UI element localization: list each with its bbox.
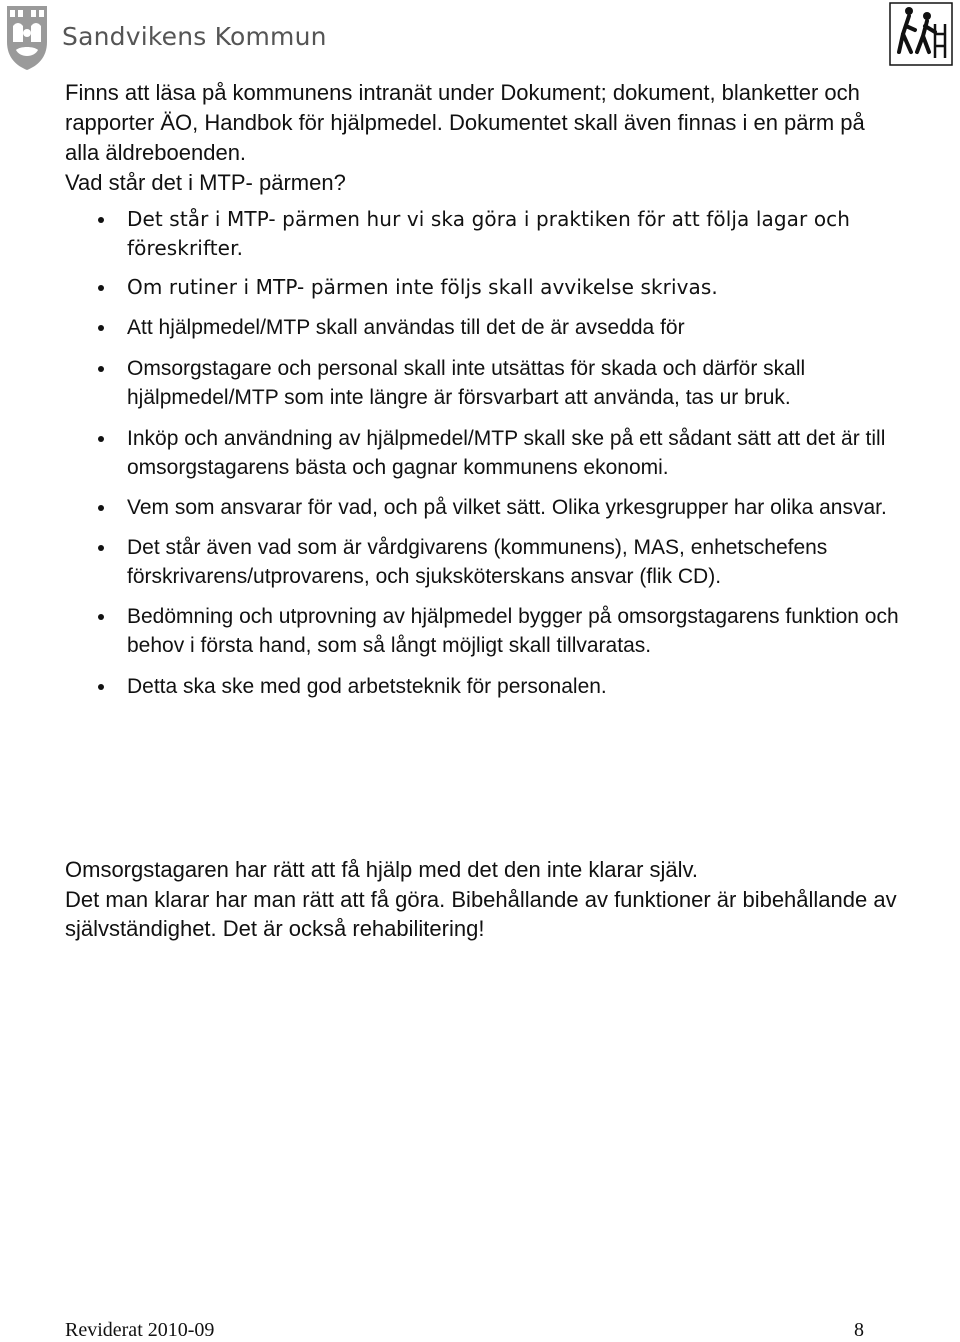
bullet-icon	[98, 436, 104, 442]
list-item: Inköp och användning av hjälpmedel/MTP skall ske på ett sådant sätt att det är till omsorgstagarens bästa och gagnar kommunens ekonomi.	[65, 424, 905, 482]
bullet-icon	[98, 217, 104, 223]
bullet-icon	[98, 505, 104, 511]
list-item: Att hjälpmedel/MTP skall användas till det de är avsedda för	[65, 313, 905, 342]
list-item: Det står i MTP- pärmen hur vi ska göra i praktiken för att följa lagar och föreskrifter.	[65, 205, 905, 263]
bullet-icon	[98, 285, 104, 291]
assisted-walking-icon	[889, 2, 953, 66]
bullet-icon	[98, 366, 104, 372]
closing-line-2: Det man klarar har man rätt att få göra. Bibehållande av funktioner är bibehållande av självständighet. Det är också rehabilitering!	[65, 886, 897, 941]
list-item: Om rutiner i MTP- pärmen inte följs skall avvikelse skrivas.	[65, 273, 905, 302]
closing-line-1: Omsorgstagaren har rätt att få hjälp med det den inte klarar själv.	[65, 857, 699, 882]
bullet-icon	[98, 614, 104, 620]
main-content	[65, 78, 905, 701]
page-number: 8	[854, 1319, 864, 1341]
list-item: Detta ska ske med god arbetsteknik för personalen.	[65, 672, 905, 701]
section-heading: Vad står det i MTP- pärmen?	[65, 170, 346, 195]
municipal-crest-icon	[4, 2, 50, 72]
bullet-icon	[98, 545, 104, 551]
list-item: Bedömning och utprovning av hjälpmedel bygger på omsorgstagarens funktion och behov i första hand, som så långt möjligt skall tillvaratas.	[65, 602, 905, 660]
list-item: Omsorgstagare och personal skall inte utsättas för skada och därför skall hjälpmedel/MTP som inte längre är försvarbart att använda, tas ur bruk.	[65, 354, 905, 412]
list-item: Det står även vad som är vårdgivarens (kommunens), MAS, enhetschefens förskrivarens/utprovarens, och sjuksköterskans ansvar (flik CD).	[65, 533, 905, 591]
org-name: Sandvikens Kommun	[62, 22, 327, 51]
page-header	[0, 0, 960, 80]
revision-date: Reviderat 2010-09	[65, 1319, 215, 1341]
intro-paragraph: Finns att läsa på kommunens intranät under Dokument; dokument, blanketter och rapporter ÄO, Handbok för hjälpmedel. Dokumentet skall även finnas i en pärm på alla äldreboenden.	[65, 80, 865, 165]
list-item: Vem som ansvarar för vad, och på vilket sätt. Olika yrkesgrupper har olika ansvar.	[65, 493, 905, 522]
closing-paragraph	[65, 855, 905, 944]
bullet-list	[65, 205, 905, 701]
bullet-icon	[98, 684, 104, 690]
bullet-icon	[98, 325, 104, 331]
